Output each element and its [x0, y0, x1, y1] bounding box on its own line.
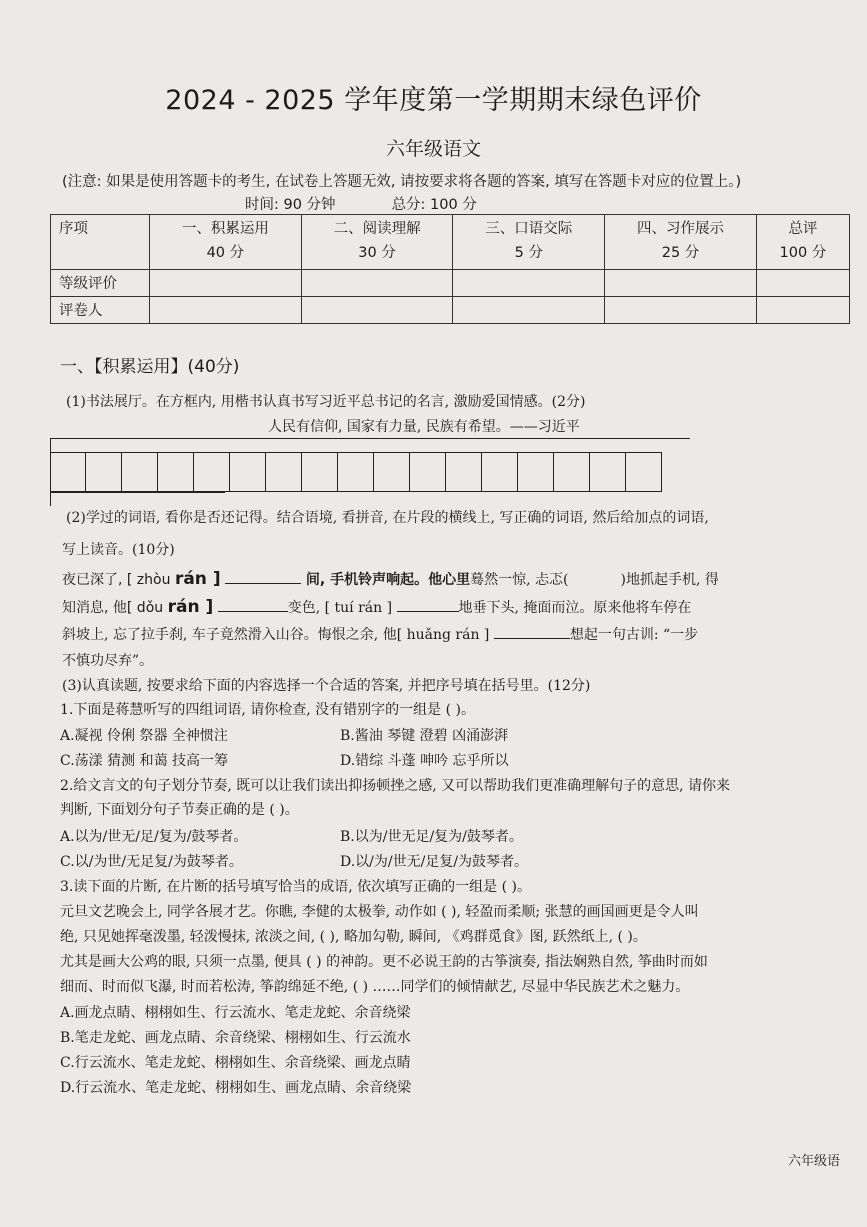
q3-3-passage-4: 细而、时而似飞瀑, 时而若松涛, 筝韵绵延不绝, ( ) ……同学们的倾情献艺, 尽显中华民族艺术之魅力。 [60, 979, 690, 995]
pinyin-douran: 知消息, 他[ dǒu [62, 600, 168, 616]
grid-box[interactable] [446, 452, 482, 492]
grid-box[interactable] [302, 452, 338, 492]
score-table-header-row [51, 215, 850, 270]
grid-box[interactable] [158, 452, 194, 492]
header-points: 30 分 [358, 245, 396, 261]
q3-3-passage-2: 绝, 只见她挥毫泼墨, 轻泼慢抹, 浓淡之间, ( ), 略加勾勒, 瞬间, 《鸡群觅食》图, 跃然纸上, ( )。 [60, 929, 647, 945]
grade-row-label: 等级评价 [51, 270, 150, 297]
answer-blank[interactable] [218, 597, 288, 612]
q2-text: 地垂下头, 掩面而泣。原来他将车停在 [458, 600, 692, 616]
q3-3-option-b[interactable]: B.笔走龙蛇、画龙点睛、余音绕梁、栩栩如生、行云流水 [60, 1030, 411, 1046]
grid-box[interactable] [338, 452, 374, 492]
exam-total: 总分: 100 分 [391, 197, 477, 213]
grade-cell[interactable] [301, 270, 453, 297]
q3-prompt: (3)认真读题, 按要求给下面的内容选择一个合适的答案, 并把序号填在括号里。(12分) [62, 678, 591, 694]
grader-cell[interactable] [605, 297, 757, 324]
header-points: 100 分 [779, 245, 827, 261]
grid-box[interactable] [194, 452, 230, 492]
grader-cell[interactable] [150, 297, 302, 324]
grid-box[interactable] [590, 452, 626, 492]
q1-quote: 人民有信仰, 国家有力量, 民族有希望。——习近平 [268, 419, 580, 435]
exam-title: 2024 - 2025 学年度第一学期期末绿色评价 [165, 85, 702, 116]
q3-1-question: 1.下面是蒋慧听写的四组词语, 请你检查, 没有错别字的一组是 ( )。 [60, 702, 475, 718]
q2-line-2 [62, 594, 852, 621]
header-name: 三、口语交际 [485, 221, 573, 237]
grid-box[interactable] [266, 452, 302, 492]
exam-subtitle: 六年级语文 [385, 138, 481, 160]
grade-cell[interactable] [150, 270, 302, 297]
grid-box[interactable] [122, 452, 158, 492]
grader-row-label: 评卷人 [51, 297, 150, 324]
grid-box[interactable] [50, 452, 86, 492]
grade-cell[interactable] [756, 270, 849, 297]
q3-1-option-a[interactable]: A.凝视 伶俐 祭器 全神惯注 [60, 728, 228, 744]
score-table-header-2 [301, 215, 453, 270]
q3-3-passage-1: 元旦文艺晚会上, 同学各展才艺。你瞧, 李健的太极拳, 动作如 ( ), 轻盈而柔顺; 张慧的画国画更是令人叫 [60, 904, 699, 920]
exam-time: 时间: 90 分钟 [245, 197, 336, 213]
grid-box[interactable] [554, 452, 590, 492]
score-table-col-label: 序项 [51, 215, 150, 270]
pinyin-zhouran: 夜已深了, [ zhòu [62, 572, 175, 588]
score-table-header-5 [756, 215, 849, 270]
header-name: 四、习作展示 [637, 221, 725, 237]
calligraphy-grid[interactable] [50, 438, 690, 506]
header-name: 总评 [788, 221, 818, 237]
page-footer: 六年级语 [788, 1154, 841, 1169]
header-points: 5 分 [514, 245, 543, 261]
q2-text: 间, 手机铃声响起。他心里 [301, 572, 471, 588]
answer-blank[interactable] [225, 569, 301, 584]
grade-cell[interactable] [605, 270, 757, 297]
grid-box[interactable] [410, 452, 446, 492]
q3-3-option-c[interactable]: C.行云流水、笔走龙蛇、栩栩如生、余音绕梁、画龙点睛 [60, 1055, 411, 1071]
score-table-header-4 [605, 215, 757, 270]
q3-3-option-a[interactable]: A.画龙点睛、栩栩如生、行云流水、笔走龙蛇、余音绕梁 [60, 1005, 411, 1021]
q2-text: 蓦然一惊, 忐忑( [470, 572, 569, 588]
q2-line-3 [62, 622, 852, 648]
grader-cell[interactable] [453, 297, 605, 324]
grid-box[interactable] [626, 452, 662, 492]
score-table [50, 214, 850, 324]
score-table-grader-row [51, 297, 850, 324]
q3-3-question: 3.读下面的片断, 在片断的括号填写恰当的成语, 依次填写正确的一组是 ( )。 [60, 879, 531, 895]
q3-1-option-d[interactable]: D.错综 斗蓬 呻吟 忘乎所以 [340, 753, 509, 769]
q3-2-option-c[interactable]: C.以/为世/无足复/为鼓琴者。 [60, 854, 243, 870]
grader-cell[interactable] [301, 297, 453, 324]
q3-1-option-b[interactable]: B.酱油 琴键 澄碧 凶涌澎湃 [340, 728, 509, 744]
score-table-header-1 [150, 215, 302, 270]
grid-box[interactable] [230, 452, 266, 492]
q1-prompt: (1)书法展厅。在方框内, 用楷书认真书写习近平总书记的名言, 激励爱国情感。(2分) [66, 394, 586, 410]
answer-blank[interactable] [397, 597, 459, 612]
grid-box[interactable] [374, 452, 410, 492]
q2-prompt-b: 写上读音。(10分) [62, 542, 175, 558]
grid-box[interactable] [518, 452, 554, 492]
q3-2-option-a[interactable]: A.以为/世无/足/复为/鼓琴者。 [60, 829, 248, 845]
q3-2-option-b[interactable]: B.以为/世无足/复为/鼓琴者。 [340, 829, 523, 845]
q2-text: 想起一句古训: “一步 [569, 627, 699, 643]
q2-text: )地抓起手机, 得 [620, 572, 719, 588]
header-name: 二、阅读理解 [333, 221, 421, 237]
section1-title: 一、【积累运用】(40分) [60, 357, 240, 377]
answer-blank[interactable] [494, 624, 570, 639]
q3-3-passage-3: 尤其是画大公鸡的眼, 只须一点墨, 便具 ( ) 的神韵。更不必说王韵的古筝演奏, 指法娴熟自然, 筝曲时而如 [60, 954, 708, 970]
q2-line-4: 不慎功尽弃”。 [62, 653, 154, 669]
exam-notice: (注意: 如果是使用答题卡的考生, 在试卷上答题无效, 请按要求将各题的答案, 填写在答题卡对应的位置上。) [62, 174, 742, 190]
q3-2-question-a: 2.给文言文的句子划分节奏, 既可以让我们读出抑扬顿挫之感, 又可以帮助我们更准确理解句子的意思, 请你来 [60, 778, 731, 794]
header-points: 25 分 [661, 245, 700, 261]
pinyin-ran: rán ] [174, 569, 221, 589]
score-table-grade-row [51, 270, 850, 297]
q2-text: 变色, [ tuí rán ] [287, 600, 393, 616]
score-table-header-3 [453, 215, 605, 270]
grid-boxes [50, 452, 662, 492]
header-name: 一、积累运用 [181, 221, 269, 237]
grid-bottom-line [50, 492, 225, 493]
grid-top-line [50, 438, 690, 439]
q2-text: 斜坡上, 忘了拉手刹, 车子竟然滑入山谷。悔恨之余, 他[ huǎng rán ] [62, 627, 490, 643]
q2-line-1 [62, 566, 852, 593]
q3-3-option-d[interactable]: D.行云流水、笔走龙蛇、栩栩如生、画龙点睛、余音绕梁 [60, 1080, 412, 1096]
q3-2-option-d[interactable]: D.以/为/世无/足复/为鼓琴者。 [340, 854, 529, 870]
grid-box[interactable] [86, 452, 122, 492]
pinyin-ran: rán ] [167, 597, 214, 617]
grade-cell[interactable] [453, 270, 605, 297]
q2-prompt-a: (2)学过的词语, 看你是否还记得。结合语境, 看拼音, 在片段的横线上, 写正确的词语, 然后给加点的词语, [66, 510, 709, 526]
q3-2-question-b: 判断, 下面划分句子节奏正确的是 ( )。 [60, 802, 299, 818]
grader-cell[interactable] [756, 297, 849, 324]
time-total-line [245, 193, 533, 214]
header-points: 40 分 [206, 245, 245, 261]
grid-box[interactable] [482, 452, 518, 492]
q3-1-option-c[interactable]: C.荡漾 猜测 和蔼 技高一筹 [60, 753, 229, 769]
